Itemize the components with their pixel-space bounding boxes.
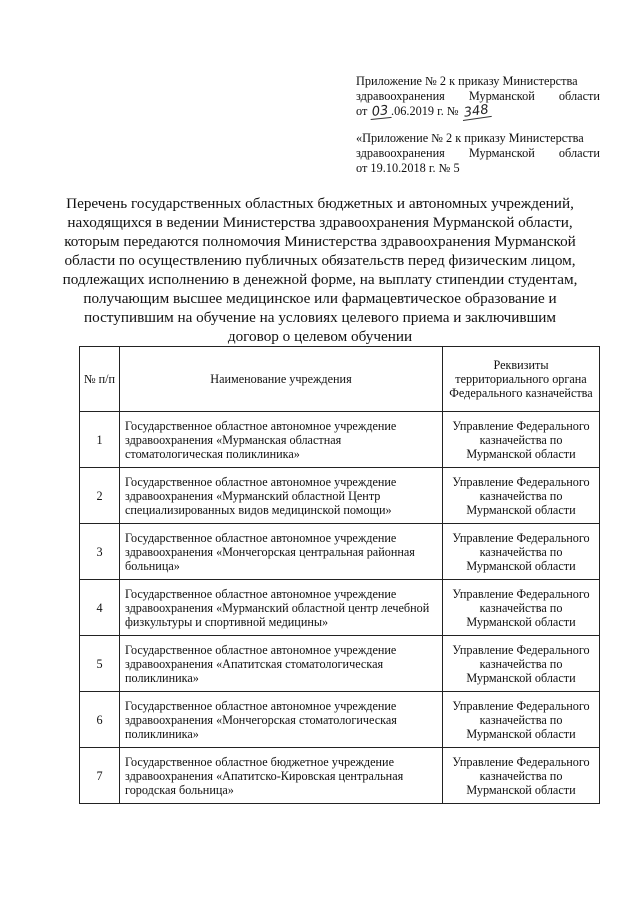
row-name: Государственное областное автономное учреждение здравоохранения «Мурманский областной Центр специализированных видов медицинской помощи» xyxy=(120,468,443,524)
row-treasury: Управление Федерального казначейства по Мурманской области xyxy=(443,412,600,468)
row-treasury: Управление Федерального казначейства по Мурманской области xyxy=(443,468,600,524)
row-name: Государственное областное автономное учреждение здравоохранения «Мурманская областная стоматологическая поликлиника» xyxy=(120,412,443,468)
attachment-line2: здравоохранения Мурманской области xyxy=(356,89,601,103)
attachment-line1: Приложение № 2 к приказу Министерства xyxy=(356,74,578,88)
attachment-prev-line2: здравоохранения Мурманской области xyxy=(356,146,601,160)
attachment-date-line: от 03.06.2019 г. № 348 xyxy=(356,102,490,121)
header-num: № п/п xyxy=(80,347,120,412)
header-treasury: Реквизиты территориального органа Федерального казначейства xyxy=(443,347,600,412)
institutions-table xyxy=(79,346,600,804)
table-row xyxy=(80,636,600,692)
row-name: Государственное областное автономное учреждение здравоохранения «Мончегорская стоматологическая поликлиника» xyxy=(120,692,443,748)
row-treasury: Управление Федерального казначейства по Мурманской области xyxy=(443,636,600,692)
table-row xyxy=(80,580,600,636)
row-num: 2 xyxy=(80,468,120,524)
handwritten-number: 348 xyxy=(462,102,490,121)
table-row xyxy=(80,692,600,748)
header-name: Наименование учреждения xyxy=(120,347,443,412)
row-num: 7 xyxy=(80,748,120,804)
row-name: Государственное областное автономное учреждение здравоохранения «Апатитская стоматологическая поликлиника» xyxy=(120,636,443,692)
row-num: 4 xyxy=(80,580,120,636)
row-name: Государственное областное автономное учреждение здравоохранения «Мурманский областной центр лечебной физкультуры и спортивной медицины» xyxy=(120,580,443,636)
table-row xyxy=(80,748,600,804)
table-row xyxy=(80,412,600,468)
attachment-prev-line3: от 19.10.2018 г. № 5 xyxy=(356,161,460,175)
row-num: 6 xyxy=(80,692,120,748)
row-name: Государственное областное бюджетное учреждение здравоохранения «Апатитско-Кировская центральная городская больница» xyxy=(120,748,443,804)
row-treasury: Управление Федерального казначейства по Мурманской области xyxy=(443,692,600,748)
row-num: 1 xyxy=(80,412,120,468)
row-treasury: Управление Федерального казначейства по Мурманской области xyxy=(443,524,600,580)
table-row xyxy=(80,524,600,580)
attachment-header-previous xyxy=(356,131,600,176)
table-row xyxy=(80,468,600,524)
handwritten-day: 03 xyxy=(371,103,390,120)
row-num: 3 xyxy=(80,524,120,580)
row-name: Государственное областное автономное учреждение здравоохранения «Мончегорская центральная районная больница» xyxy=(120,524,443,580)
row-num: 5 xyxy=(80,636,120,692)
attachment-prev-line1: «Приложение № 2 к приказу Министерства xyxy=(356,131,584,145)
document-title: Перечень государственных областных бюджетных и автономных учреждений, находящихся в ведении Министерства здравоохранения Мурманской области, которым передаются полномочия Министерства здравоохранения Мурманской области по осуществлению публичных обязательств перед физическим лицом, подлежащих исполнению в денежной форме, на выплату стипендии студентам, получающим высшее медицинское или фармацевтическое образование и поступившим на обучение на условиях целевого приема и заключившим договор о целевом обучении xyxy=(62,195,578,345)
table-header-row xyxy=(80,347,600,412)
row-treasury: Управление Федерального казначейства по Мурманской области xyxy=(443,748,600,804)
row-treasury: Управление Федерального казначейства по Мурманской области xyxy=(443,580,600,636)
attachment-header-current xyxy=(356,74,600,119)
